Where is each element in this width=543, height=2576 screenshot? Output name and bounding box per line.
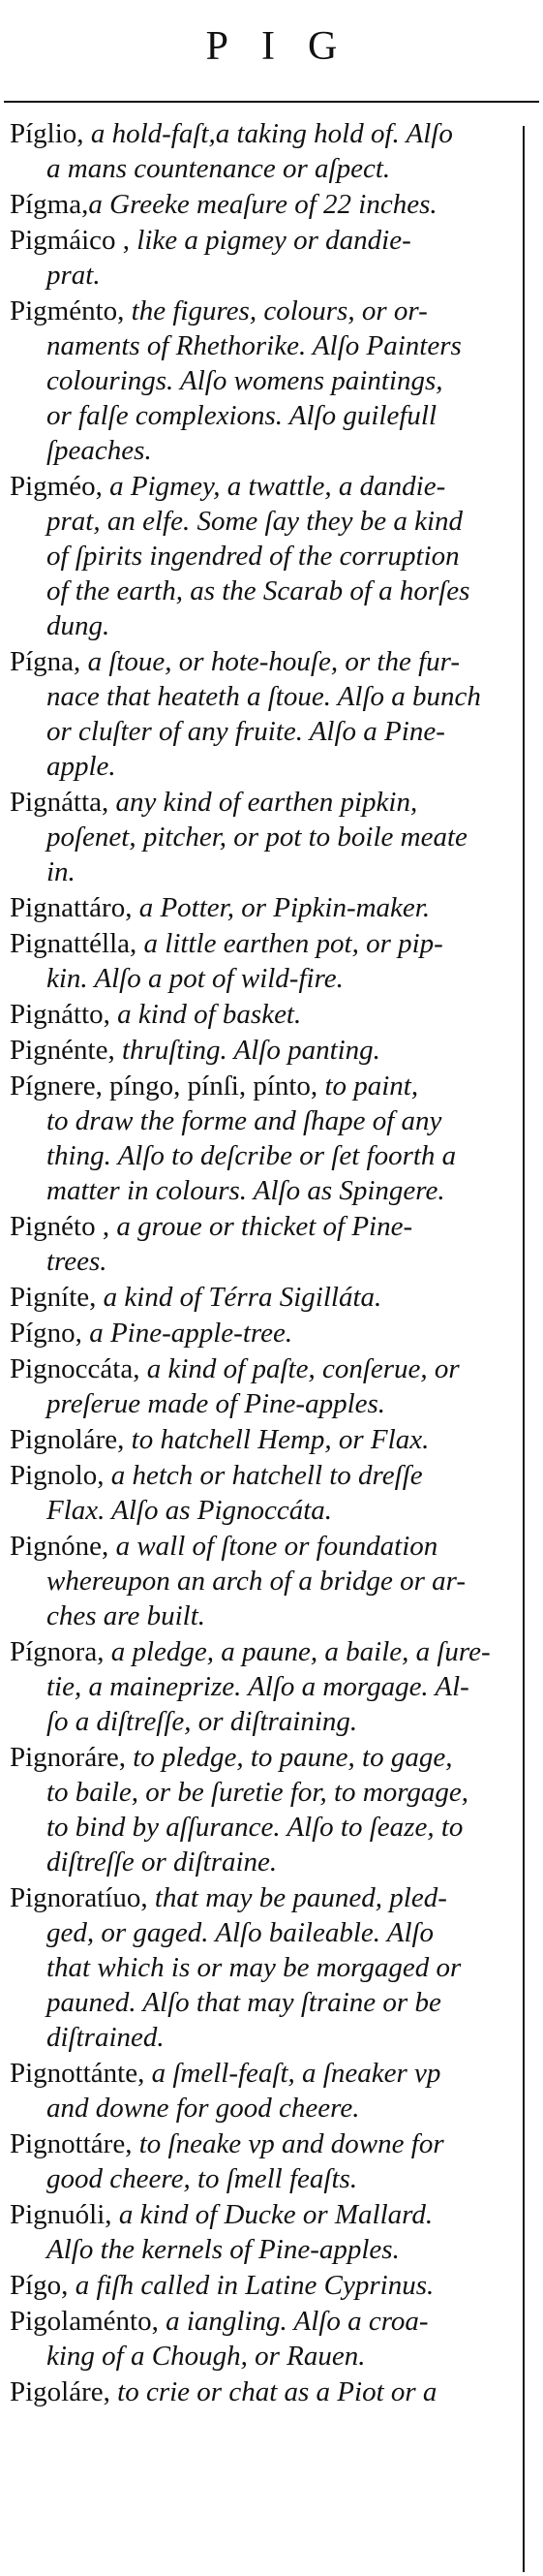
headword: Pigníte, (10, 1282, 104, 1313)
definition-text: ſpeaches. (46, 435, 152, 466)
headword: Píglio, (10, 118, 91, 149)
entry-continuation-line (10, 2161, 513, 2196)
definition-text: to bind by aſſurance. Alſo to ſeaze, to (46, 1812, 464, 1843)
definition-text: ged, or gaged. Alſo baileable. Alſo (46, 1917, 435, 1948)
definition-text: a ſtoue, or hote-houſe, or the fur- (87, 646, 460, 677)
entry-continuation-line (10, 328, 513, 363)
definition-text: thruſting. Alſo panting. (122, 1035, 380, 1066)
entry-continuation-line (10, 2232, 513, 2267)
dictionary-entry (10, 1880, 513, 2055)
headword: Pigolaménto, (10, 2306, 166, 2337)
definition-text: a kind of basket. (117, 999, 302, 1030)
definition-text: ſo a diſtreſſe, or diſtraining. (46, 1706, 358, 1737)
entry-first-line (10, 644, 513, 679)
headword: Pignoráre, (10, 1742, 134, 1773)
definition-text: a hetch or hatchell to dreſſe (110, 1460, 423, 1491)
dictionary-entry (10, 1422, 513, 1457)
definition-text: trees. (46, 1246, 107, 1277)
entry-first-line (10, 1529, 513, 1564)
entry-continuation-line (10, 1810, 513, 1845)
dictionary-entry (10, 2304, 513, 2374)
definition-text: a pledge, a paune, a baile, a ſure- (110, 1636, 491, 1667)
entry-first-line (10, 1209, 513, 1244)
definition-text: king of a Chough, or Rauen. (46, 2341, 366, 2372)
definition-text: diſtreſſe or diſtraine. (46, 1847, 278, 1878)
headword: Pígma, (10, 189, 89, 220)
definition-text: to crie or chat as a Piot or a (117, 2376, 437, 2407)
entry-first-line (10, 2056, 513, 2091)
definition-text: a little earthen pot, or pip- (143, 928, 443, 959)
headword: Pignattáro, (10, 892, 139, 923)
definition-text: Alſo the kernels of Pine-apples. (46, 2234, 400, 2265)
headword: Pigoláre, (10, 2376, 118, 2407)
column-rule (523, 126, 525, 2572)
dictionary-entry (10, 1458, 513, 1528)
definition-text: a Pigmey, a twattle, a dandie- (109, 471, 446, 502)
entry-first-line (10, 1351, 513, 1386)
definition-text: to baile, or be ſuretie for, to morgage, (46, 1777, 469, 1808)
definition-text: a kind of Térra Sigilláta. (103, 1282, 382, 1313)
headword: Pignénte, (10, 1035, 122, 1066)
entry-continuation-line (10, 1386, 513, 1421)
definition-text: kin. Alſo a pot of wild-fire. (46, 963, 344, 994)
entry-continuation-line (10, 854, 513, 889)
entry-continuation-line (10, 1950, 513, 1985)
entry-continuation-line (10, 1103, 513, 1138)
definition-text: of the earth, as the Scarab of a horſes (46, 575, 470, 606)
headword: Pignottánte, (10, 2058, 152, 2089)
definition-text: to draw the forme and ſhape of any (46, 1105, 442, 1136)
entry-continuation-line (10, 714, 513, 749)
dictionary-entry (10, 890, 513, 925)
definition-text: colourings. Alſo womens paintings, (46, 365, 443, 396)
entry-first-line (10, 2126, 513, 2161)
definition-text: a kind of paſte, conſerue, or (146, 1353, 460, 1384)
dictionary-entry (10, 2056, 513, 2126)
entry-first-line (10, 2374, 513, 2409)
definition-text: thing. Alſo to deſcribe or ſet foorth a (46, 1140, 457, 1171)
entry-continuation-line (10, 1244, 513, 1279)
definition-text: ches are built. (46, 1600, 206, 1631)
entry-first-line (10, 2304, 513, 2339)
entry-first-line (10, 1458, 513, 1493)
entry-first-line (10, 890, 513, 925)
page-header: PIG (205, 24, 371, 69)
entry-continuation-line (10, 1985, 513, 2020)
entry-first-line (10, 2268, 513, 2303)
definition-text: to hatchell Hemp, or Flax. (131, 1424, 430, 1455)
dictionary-entry (10, 187, 513, 222)
definition-text: that may be pauned, pled- (154, 1882, 447, 1913)
entry-continuation-line (10, 608, 513, 643)
dictionary-entry (10, 1634, 513, 1739)
headword: Pignolo, (10, 1460, 111, 1491)
entry-first-line (10, 1422, 513, 1457)
entry-continuation-line (10, 1493, 513, 1528)
headword: Pignattélla, (10, 928, 144, 959)
entry-continuation-line (10, 1775, 513, 1810)
definition-text: whereupon an arch of a bridge or ar- (46, 1566, 467, 1597)
definition-text: a ſmell-feaſt, a ſneaker vp (151, 2058, 441, 2089)
entry-first-line (10, 1316, 513, 1350)
definition-text: a kind of Ducke or Mallard. (118, 2199, 434, 2230)
headword: Pignátta, (10, 787, 116, 818)
definition-text: and downe for good cheere. (46, 2093, 360, 2124)
entry-continuation-line (10, 151, 513, 186)
entry-continuation-line (10, 574, 513, 608)
dictionary-entry (10, 1033, 513, 1068)
definition-text: naments of Rhethorike. Alſo Painters (46, 330, 462, 361)
entry-first-line (10, 997, 513, 1032)
entry-first-line (10, 294, 513, 328)
entry-continuation-line (10, 749, 513, 784)
entry-continuation-line (10, 258, 513, 293)
dictionary-entry (10, 1529, 513, 1633)
entry-continuation-line (10, 2091, 513, 2126)
definition-text: tie, a maineprize. Alſo a morgage. Al- (46, 1671, 469, 1702)
entry-first-line (10, 1033, 513, 1068)
dictionary-entry (10, 2374, 513, 2409)
entry-continuation-line (10, 363, 513, 398)
dictionary-entry (10, 469, 513, 643)
dictionary-entry (10, 1351, 513, 1421)
headword: Pígno, (10, 1318, 90, 1349)
definition-text: of ſpirits ingendred of the corruption (46, 541, 460, 572)
definition-text: a fiſh called in Latine Cyprinus. (75, 2270, 435, 2301)
headword: Pignátto, (10, 999, 118, 1030)
definition-text: Flax. Alſo as Pignoccáta. (46, 1495, 333, 1526)
definition-text: like a pigmey or dandie- (136, 225, 411, 256)
entry-continuation-line (10, 1669, 513, 1704)
definition-text: a iangling. Alſo a croa- (166, 2306, 429, 2337)
entry-first-line (10, 223, 513, 258)
entry-first-line (10, 926, 513, 961)
definition-text: a mans countenance or aſpect. (46, 153, 391, 184)
entry-continuation-line (10, 1704, 513, 1739)
entry-continuation-line (10, 2339, 513, 2374)
entry-first-line (10, 1634, 513, 1669)
entry-first-line (10, 1069, 513, 1103)
dictionary-entry (10, 785, 513, 889)
entry-continuation-line (10, 2020, 513, 2055)
definition-text: poſenet, pitcher, or pot to boile meate (46, 822, 468, 853)
header-rule (4, 101, 539, 103)
definition-text: preſerue made of Pine-apples. (46, 1388, 386, 1419)
entry-continuation-line (10, 1845, 513, 1879)
headword: Pigmáico , (10, 225, 137, 256)
entry-continuation-line (10, 1915, 513, 1950)
entry-continuation-line (10, 398, 513, 433)
entry-first-line (10, 2197, 513, 2232)
headword: Pignoccáta, (10, 1353, 147, 1384)
dictionary-entry (10, 1209, 513, 1279)
headword: Pígnere, píngo, pínſi, pínto, (10, 1071, 325, 1102)
entry-continuation-line (10, 504, 513, 539)
definition-text: the figures, colours, or or- (131, 295, 428, 326)
headword: Pignottáre, (10, 2128, 139, 2159)
definition-text: that which is or may be morgaged or (46, 1952, 462, 1983)
definition-text: good cheere, to ſmell feaſts. (46, 2163, 358, 2194)
definition-text: pauned. Alſo that may ſtraine or be (46, 1987, 441, 2018)
entry-continuation-line (10, 1138, 513, 1173)
headword: Pígna, (10, 646, 88, 677)
entry-first-line (10, 1740, 513, 1775)
definition-text: to pledge, to paune, to gage, (133, 1742, 453, 1773)
dictionary-entry (10, 997, 513, 1032)
definition-text: in. (46, 856, 75, 887)
definition-text: nace that heateth a ſtoue. Alſo a bunch (46, 681, 481, 712)
dictionary-entry (10, 1316, 513, 1350)
entry-first-line (10, 187, 513, 222)
dictionary-entry (10, 644, 513, 784)
definition-text: to paint, (324, 1071, 419, 1102)
dictionary-entry (10, 1069, 513, 1208)
definition-text: to ſneake vp and downe for (138, 2128, 444, 2159)
headword: Pigménto, (10, 295, 132, 326)
definition-text: a Greeke meaſure of 22 inches. (88, 189, 437, 220)
entry-first-line (10, 1880, 513, 1915)
headword: Pignóne, (10, 1531, 116, 1562)
entry-continuation-line (10, 1564, 513, 1598)
definition-text: apple. (46, 751, 116, 782)
definition-text: a Potter, or Pipkin-maker. (138, 892, 431, 923)
definition-text: a wall of ſtone or foundation (115, 1531, 438, 1562)
entry-first-line (10, 1280, 513, 1315)
entry-continuation-line (10, 433, 513, 468)
entry-continuation-line (10, 820, 513, 854)
definition-text: a Pine-apple-tree. (89, 1318, 293, 1349)
dictionary-entry (10, 2197, 513, 2267)
definition-text: prat, an elfe. Some ſay they be a kind (46, 506, 464, 537)
headword: Pignuóli, (10, 2199, 119, 2230)
entry-first-line (10, 116, 513, 151)
headword: Pignéto , (10, 1211, 117, 1242)
entry-continuation-line (10, 539, 513, 574)
headword: Pígo, (10, 2270, 75, 2301)
dictionary-entry (10, 2126, 513, 2196)
dictionary-entry (10, 2268, 513, 2303)
entry-continuation-line (10, 679, 513, 714)
dictionary-entry (10, 926, 513, 996)
entry-continuation-line (10, 1173, 513, 1208)
entry-list (10, 116, 513, 2410)
definition-text: prat. (46, 260, 101, 291)
definition-text: a groue or thicket of Pine- (116, 1211, 413, 1242)
dictionary-entry (10, 116, 513, 186)
headword: Pigméo, (10, 471, 110, 502)
dictionary-entry (10, 223, 513, 293)
entry-first-line (10, 469, 513, 504)
definition-text: or cluſter of any fruite. Alſo a Pine- (46, 716, 445, 747)
dictionary-entry (10, 294, 513, 468)
headword: Pignoláre, (10, 1424, 132, 1455)
dictionary-entry (10, 1740, 513, 1879)
definition-text: or falſe complexions. Alſo guilefull (46, 400, 437, 431)
definition-text: diſtrained. (46, 2022, 165, 2053)
definition-text: matter in colours. Alſo as Spingere. (46, 1175, 445, 1206)
entry-continuation-line (10, 961, 513, 996)
entry-continuation-line (10, 1598, 513, 1633)
headword: Pígnora, (10, 1636, 111, 1667)
headword: Pignoratíuo, (10, 1882, 155, 1913)
definition-text: dung. (46, 610, 110, 641)
definition-text: any kind of earthen pipkin, (115, 787, 418, 818)
dictionary-entry (10, 1280, 513, 1315)
definition-text: a hold-faſt,a taking hold of. Alſo (90, 118, 453, 149)
entry-first-line (10, 785, 513, 820)
